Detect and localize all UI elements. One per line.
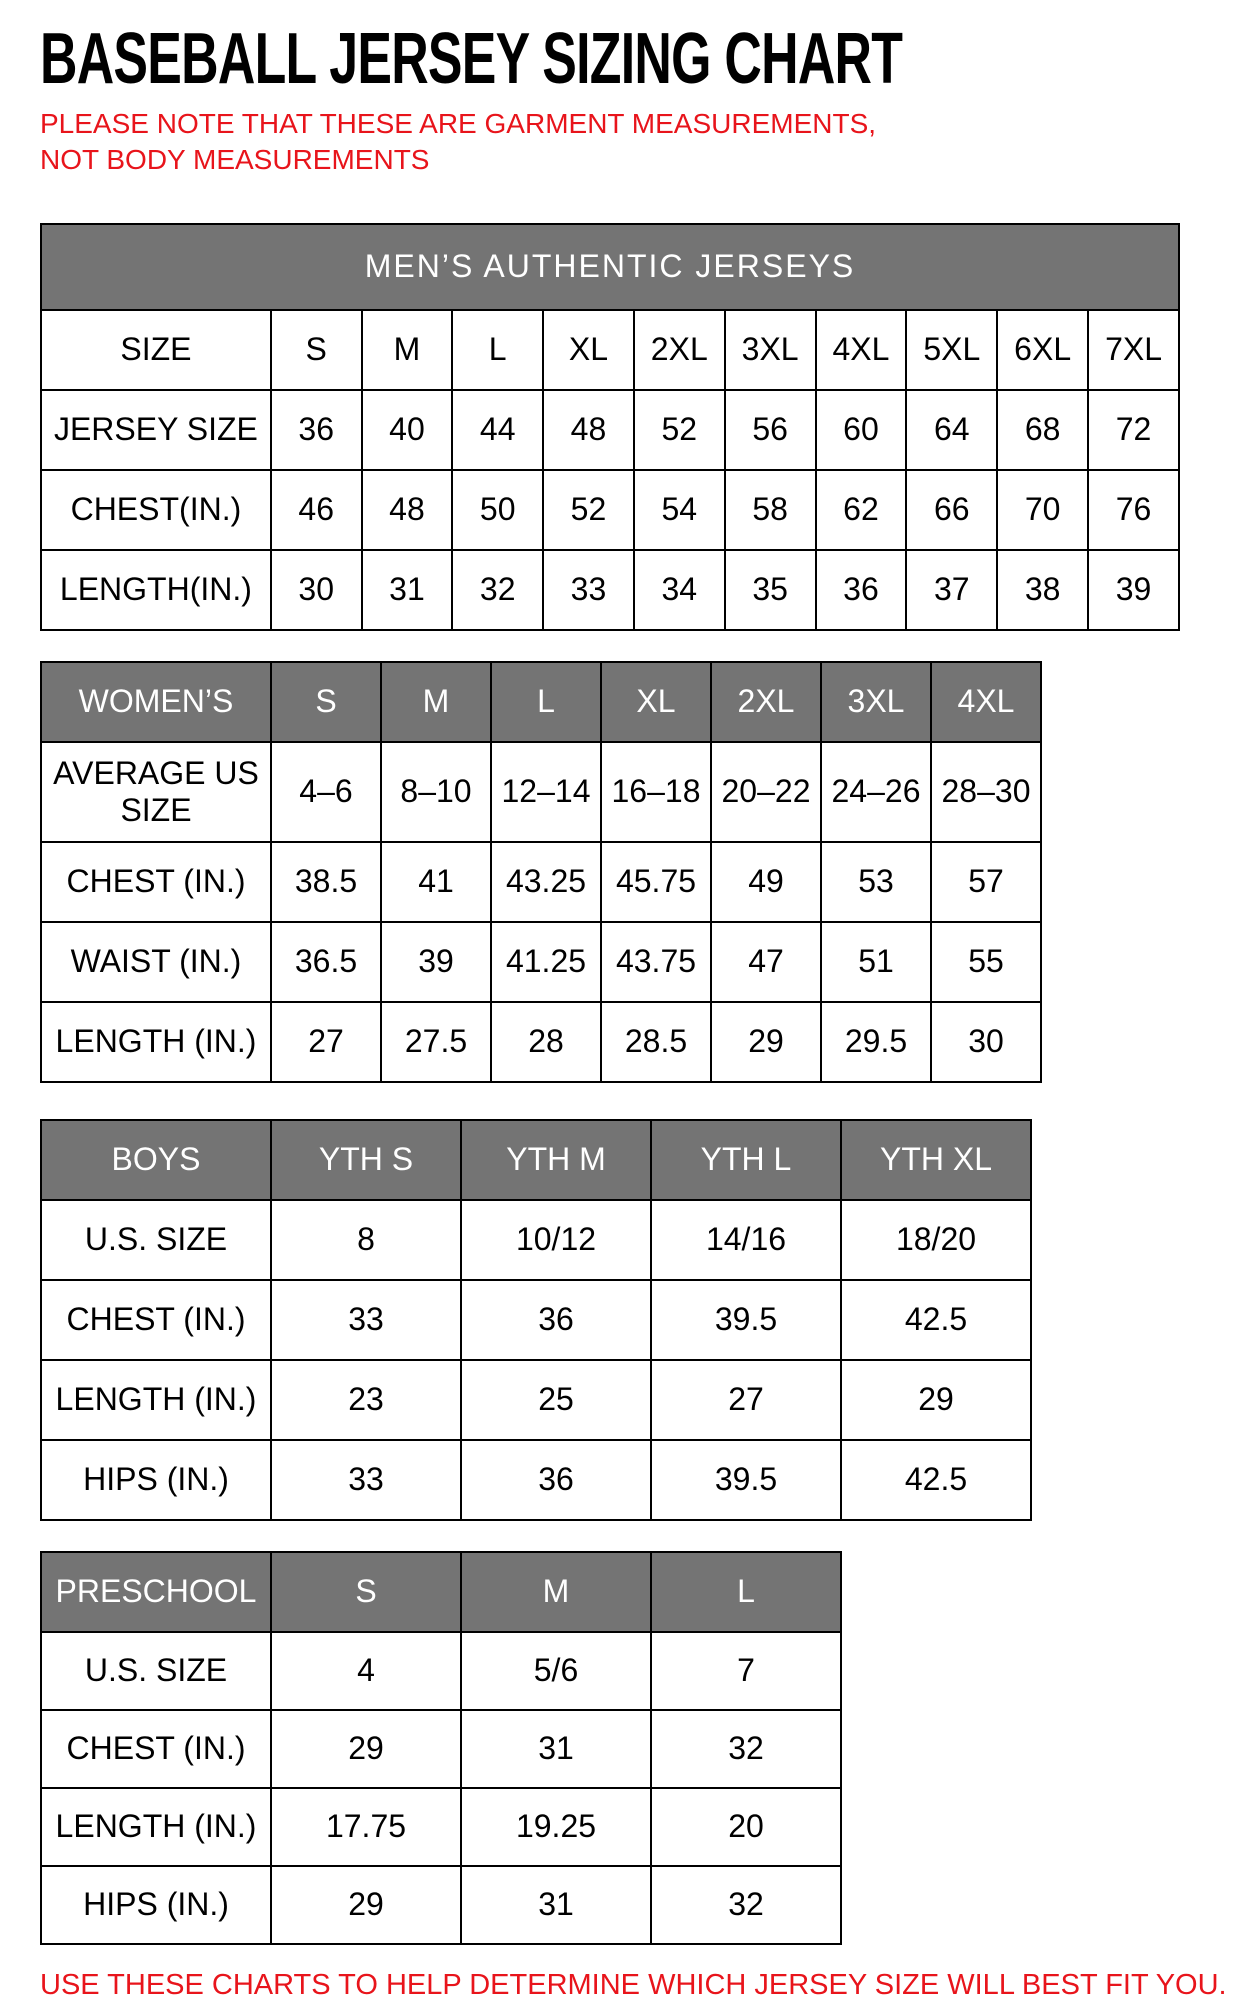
size-cell: 3XL (725, 310, 816, 390)
value-cell: 39 (1088, 550, 1179, 630)
size-cell: 6XL (997, 310, 1088, 390)
womens-sizing-table (40, 661, 1042, 1083)
value-cell: 38 (997, 550, 1088, 630)
value-cell: 28.5 (601, 1002, 711, 1082)
value-cell: 68 (997, 390, 1088, 470)
fit-advice-note: USE THESE CHARTS TO HELP DETERMINE WHICH JERSEY SIZE WILL BEST FIT YOU. (40, 1968, 1227, 2001)
value-cell: 66 (906, 470, 997, 550)
value-cell: 27 (651, 1360, 841, 1440)
row-label: AVERAGE US SIZE (41, 742, 271, 842)
preschool-table-title: PRESCHOOL (41, 1552, 271, 1632)
value-cell: 33 (271, 1280, 461, 1360)
size-header-cell: YTH XL (841, 1120, 1031, 1200)
value-cell: 20–22 (711, 742, 821, 842)
page-title (40, 19, 1180, 99)
value-cell: 56 (725, 390, 816, 470)
value-cell: 62 (816, 470, 907, 550)
mens-title-row (41, 224, 1179, 310)
value-cell: 4–6 (271, 742, 381, 842)
value-cell: 39 (381, 922, 491, 1002)
value-cell: 32 (651, 1710, 841, 1788)
value-cell: 41.25 (491, 922, 601, 1002)
value-cell: 29.5 (821, 1002, 931, 1082)
row-label: LENGTH(IN.) (41, 550, 271, 630)
value-cell: 31 (461, 1866, 651, 1944)
size-header-cell: M (461, 1552, 651, 1632)
row-label: CHEST (IN.) (41, 842, 271, 922)
boys-chest-row (41, 1280, 1031, 1360)
value-cell: 19.25 (461, 1788, 651, 1866)
mens-length-row (41, 550, 1179, 630)
preschool-length-row (41, 1788, 841, 1866)
size-header-cell: YTH M (461, 1120, 651, 1200)
size-cell: 2XL (634, 310, 725, 390)
value-cell: 64 (906, 390, 997, 470)
preschool-us-size-row (41, 1632, 841, 1710)
size-header-cell: L (651, 1552, 841, 1632)
value-cell: 41 (381, 842, 491, 922)
value-cell: 12–14 (491, 742, 601, 842)
boys-length-row (41, 1360, 1031, 1440)
row-label: U.S. SIZE (41, 1200, 271, 1280)
boys-table-title: BOYS (41, 1120, 271, 1200)
size-header-cell: M (381, 662, 491, 742)
value-cell: 30 (931, 1002, 1041, 1082)
value-cell: 37 (906, 550, 997, 630)
value-cell: 32 (651, 1866, 841, 1944)
value-cell: 8–10 (381, 742, 491, 842)
value-cell: 8 (271, 1200, 461, 1280)
value-cell: 47 (711, 922, 821, 1002)
womens-length-row (41, 1002, 1041, 1082)
womens-chest-row (41, 842, 1041, 922)
value-cell: 39.5 (651, 1280, 841, 1360)
value-cell: 25 (461, 1360, 651, 1440)
value-cell: 31 (461, 1710, 651, 1788)
boys-us-size-row (41, 1200, 1031, 1280)
row-label: CHEST (IN.) (41, 1710, 271, 1788)
value-cell: 24–26 (821, 742, 931, 842)
value-cell: 55 (931, 922, 1041, 1002)
size-cell: L (452, 310, 543, 390)
size-cell: XL (543, 310, 634, 390)
row-label: HIPS (IN.) (41, 1866, 271, 1944)
mens-table-title: MEN’S AUTHENTIC JERSEYS (41, 224, 1179, 310)
value-cell: 36 (461, 1280, 651, 1360)
value-cell: 35 (725, 550, 816, 630)
page-title-text: BASEBALL JERSEY SIZING CHART (40, 19, 903, 99)
row-label: U.S. SIZE (41, 1632, 271, 1710)
value-cell: 42.5 (841, 1440, 1031, 1520)
value-cell: 46 (271, 470, 362, 550)
size-header-cell: L (491, 662, 601, 742)
boys-hips-row (41, 1440, 1031, 1520)
value-cell: 17.75 (271, 1788, 461, 1866)
value-cell: 29 (271, 1710, 461, 1788)
preschool-hips-row (41, 1866, 841, 1944)
preschool-header-row (41, 1552, 841, 1632)
value-cell: 39.5 (651, 1440, 841, 1520)
row-label: WAIST (IN.) (41, 922, 271, 1002)
value-cell: 28 (491, 1002, 601, 1082)
value-cell: 23 (271, 1360, 461, 1440)
value-cell: 10/12 (461, 1200, 651, 1280)
row-label: JERSEY SIZE (41, 390, 271, 470)
size-cell: M (362, 310, 453, 390)
size-header-cell: 4XL (931, 662, 1041, 742)
value-cell: 45.75 (601, 842, 711, 922)
value-cell: 18/20 (841, 1200, 1031, 1280)
row-label: LENGTH (IN.) (41, 1788, 271, 1866)
value-cell: 43.75 (601, 922, 711, 1002)
row-label: SIZE (41, 310, 271, 390)
size-cell: 7XL (1088, 310, 1179, 390)
size-header-cell: S (271, 1552, 461, 1632)
value-cell: 49 (711, 842, 821, 922)
value-cell: 29 (711, 1002, 821, 1082)
preschool-sizing-table (40, 1551, 842, 1945)
mens-sizing-table (40, 223, 1180, 631)
value-cell: 29 (841, 1360, 1031, 1440)
size-cell: 5XL (906, 310, 997, 390)
row-label: CHEST (IN.) (41, 1280, 271, 1360)
row-label: HIPS (IN.) (41, 1440, 271, 1520)
value-cell: 4 (271, 1632, 461, 1710)
boys-sizing-table (40, 1119, 1032, 1521)
value-cell: 38.5 (271, 842, 381, 922)
size-header-cell: YTH L (651, 1120, 841, 1200)
boys-header-row (41, 1120, 1031, 1200)
value-cell: 60 (816, 390, 907, 470)
size-header-cell: 2XL (711, 662, 821, 742)
preschool-chest-row (41, 1710, 841, 1788)
value-cell: 52 (634, 390, 725, 470)
womens-us-size-row (41, 742, 1041, 842)
size-header-cell: 3XL (821, 662, 931, 742)
value-cell: 34 (634, 550, 725, 630)
value-cell: 44 (452, 390, 543, 470)
value-cell: 50 (452, 470, 543, 550)
size-cell: S (271, 310, 362, 390)
row-label: LENGTH (IN.) (41, 1002, 271, 1082)
value-cell: 72 (1088, 390, 1179, 470)
value-cell: 51 (821, 922, 931, 1002)
value-cell: 36 (461, 1440, 651, 1520)
mens-jersey-size-row (41, 390, 1179, 470)
value-cell: 48 (543, 390, 634, 470)
size-header-cell: XL (601, 662, 711, 742)
value-cell: 36 (271, 390, 362, 470)
value-cell: 28–30 (931, 742, 1041, 842)
row-label: CHEST(IN.) (41, 470, 271, 550)
size-cell: 4XL (816, 310, 907, 390)
value-cell: 42.5 (841, 1280, 1031, 1360)
value-cell: 53 (821, 842, 931, 922)
womens-table-title: WOMEN’S (41, 662, 271, 742)
value-cell: 20 (651, 1788, 841, 1866)
value-cell: 58 (725, 470, 816, 550)
value-cell: 33 (271, 1440, 461, 1520)
value-cell: 54 (634, 470, 725, 550)
value-cell: 48 (362, 470, 453, 550)
value-cell: 27.5 (381, 1002, 491, 1082)
value-cell: 29 (271, 1866, 461, 1944)
womens-waist-row (41, 922, 1041, 1002)
value-cell: 7 (651, 1632, 841, 1710)
value-cell: 36.5 (271, 922, 381, 1002)
size-header-cell: YTH S (271, 1120, 461, 1200)
value-cell: 31 (362, 550, 453, 630)
value-cell: 14/16 (651, 1200, 841, 1280)
value-cell: 57 (931, 842, 1041, 922)
row-label: LENGTH (IN.) (41, 1360, 271, 1440)
value-cell: 27 (271, 1002, 381, 1082)
value-cell: 5/6 (461, 1632, 651, 1710)
mens-size-row (41, 310, 1179, 390)
value-cell: 32 (452, 550, 543, 630)
value-cell: 76 (1088, 470, 1179, 550)
value-cell: 40 (362, 390, 453, 470)
garment-measurement-note: PLEASE NOTE THAT THESE ARE GARMENT MEASUREMENTS, NOT BODY MEASUREMENTS (40, 108, 877, 176)
size-header-cell: S (271, 662, 381, 742)
value-cell: 30 (271, 550, 362, 630)
value-cell: 16–18 (601, 742, 711, 842)
womens-header-row (41, 662, 1041, 742)
value-cell: 33 (543, 550, 634, 630)
value-cell: 70 (997, 470, 1088, 550)
value-cell: 52 (543, 470, 634, 550)
mens-chest-row (41, 470, 1179, 550)
value-cell: 43.25 (491, 842, 601, 922)
value-cell: 36 (816, 550, 907, 630)
